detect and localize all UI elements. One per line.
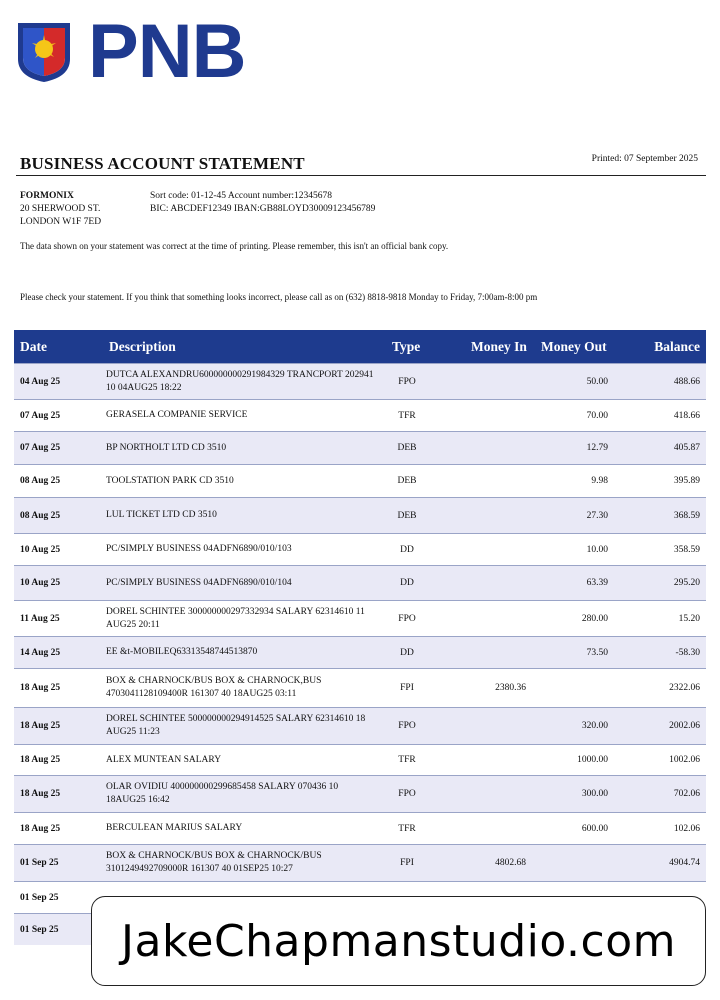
cell-date: 07 Aug 25: [20, 410, 61, 421]
cell-type: DD: [400, 647, 414, 658]
cell-description: TOOLSTATION PARK CD 3510: [106, 475, 234, 486]
cell-money-out: 1000.00: [577, 755, 608, 765]
cell-type: FPI: [400, 858, 414, 868]
table-row: [14, 744, 706, 775]
cell-balance: 15.20: [678, 613, 700, 624]
cell-balance: 368.59: [673, 510, 700, 521]
account-line1: Sort code: 01-12-45 Account number:12345678: [150, 191, 333, 201]
cell-money-out: 280.00: [581, 613, 608, 624]
cell-balance: 358.59: [673, 544, 700, 555]
cell-type: DEB: [397, 443, 417, 453]
notice-text: The data shown on your statement was correct at the time of printing. Please remember, this isn't an official bank copy.: [20, 241, 449, 251]
cell-money-in: [454, 432, 526, 464]
cell-date: 18 Aug 25: [20, 789, 61, 799]
title-divider: [16, 175, 706, 176]
cell-type: TFR: [398, 823, 416, 834]
cell-type: DEB: [397, 476, 417, 486]
cell-money-in: [454, 566, 526, 600]
company-name: FORMONIX: [20, 191, 74, 201]
cell-date: 08 Aug 25: [20, 510, 61, 521]
cell-balance: 702.06: [673, 789, 700, 799]
column-header-money-out: Money Out: [541, 339, 607, 354]
cell-money-out: 63.39: [586, 578, 608, 588]
account-details: [150, 190, 375, 216]
table-row: [14, 565, 706, 600]
company-address-line1: 20 SHERWOOD ST.: [20, 204, 101, 214]
cell-date: 10 Aug 25: [20, 578, 61, 588]
cell-money-in: [454, 534, 526, 565]
cell-date: 11 Aug 25: [20, 613, 60, 624]
table-row: [14, 775, 706, 812]
account-line2: BIC: ABCDEF12349 IBAN:GB88LOYD30009123456789: [150, 204, 376, 214]
printed-date: Printed: 07 September 2025: [591, 154, 698, 164]
cell-description: LUL TICKET LTD CD 3510: [106, 510, 217, 520]
cell-money-in: [454, 776, 526, 812]
table-row: [14, 533, 706, 565]
cell-type: FPO: [398, 789, 416, 799]
cell-money-in: [454, 364, 526, 399]
watermark: JakeChapmanstudio.com: [91, 896, 706, 986]
cell-type: TFR: [398, 410, 416, 421]
cell-balance: 2002.06: [669, 721, 700, 731]
cell-money-out: 10.00: [586, 544, 608, 555]
page-title: BUSINESS ACCOUNT STATEMENT: [20, 154, 305, 173]
cell-date: 01 Sep 25: [20, 924, 59, 935]
cell-money-in: [454, 708, 526, 744]
cell-type: TFR: [398, 755, 416, 765]
column-header-money-in: Money In: [471, 339, 527, 354]
table-row: [14, 636, 706, 668]
cell-description: GERASELA COMPANIE SERVICE: [106, 410, 248, 420]
table-row: [14, 707, 706, 744]
cell-balance: 2322.06: [669, 683, 700, 693]
cell-description: OLAR OVIDIU 400000000299685458 SALARY 070436 10 18AUG25 16:42: [106, 782, 339, 805]
cell-date: 14 Aug 25: [20, 647, 61, 658]
cell-money-out: 600.00: [581, 823, 608, 834]
brand-name: PNB: [88, 9, 246, 94]
cell-money-out: 300.00: [581, 789, 608, 799]
column-header-balance: Balance: [654, 339, 700, 354]
cell-type: FPI: [400, 683, 414, 693]
cell-description: EE &t-MOBILEQ63313548744513870: [106, 647, 258, 657]
table-row: [14, 399, 706, 431]
cell-money-out: [536, 845, 608, 881]
cell-money-out: 50.00: [586, 376, 608, 387]
cell-money-in: 2380.36: [495, 683, 526, 693]
cell-date: 04 Aug 25: [20, 376, 61, 387]
transactions-table: [14, 330, 706, 945]
cell-type: FPO: [398, 376, 416, 387]
table-row: [14, 497, 706, 533]
cell-money-out: 320.00: [581, 721, 608, 731]
cell-description: BOX & CHARNOCK/BUS BOX & CHARNOCK/BUS 3101249492709000R 161307 40 01SEP25 10:27: [106, 851, 322, 874]
cell-money-in: 4802.68: [495, 858, 526, 868]
cell-type: DEB: [397, 510, 417, 521]
contact-text: Please check your statement. If you think that something looks incorrect, please call as on (632) 8818-9818 Monday to Friday, 7:00am-8:00 pm: [20, 292, 538, 302]
cell-description: DOREL SCHINTEE 500000000294914525 SALARY 62314610 18 AUG25 11:23: [106, 714, 366, 737]
cell-description: ALEX MUNTEAN SALARY: [106, 754, 222, 765]
bank-logo: [14, 9, 246, 94]
cell-balance: 395.89: [673, 476, 700, 486]
table-row: [14, 464, 706, 497]
cell-money-out: 70.00: [586, 410, 608, 421]
table-row: [14, 668, 706, 707]
cell-money-in: [454, 637, 526, 668]
cell-type: DD: [400, 544, 414, 555]
cell-money-in: [454, 400, 526, 431]
cell-balance: 295.20: [673, 578, 700, 588]
column-header-date: Date: [20, 339, 47, 354]
column-header-description: Description: [109, 339, 176, 354]
cell-date: 10 Aug 25: [20, 544, 61, 555]
cell-money-out: 73.50: [586, 647, 608, 658]
cell-money-in: [454, 813, 526, 844]
cell-description: PC/SIMPLY BUSINESS 04ADFN6890/010/103: [106, 544, 292, 554]
table-row: [14, 431, 706, 464]
column-header-type: Type: [392, 339, 421, 354]
cell-type: FPO: [398, 613, 416, 624]
cell-description: BP NORTHOLT LTD CD 3510: [106, 442, 227, 453]
cell-date: 18 Aug 25: [20, 683, 61, 693]
table-header: [14, 330, 706, 363]
cell-balance: -58.30: [675, 647, 700, 658]
cell-date: 18 Aug 25: [20, 721, 61, 731]
cell-money-out: 12.79: [586, 443, 608, 453]
cell-description: BOX & CHARNOCK/BUS BOX & CHARNOCK,BUS 4703041128109400R 161307 40 18AUG25 03:11: [106, 676, 322, 699]
cell-description: PC/SIMPLY BUSINESS 04ADFN6890/010/104: [106, 577, 292, 588]
cell-type: FPO: [398, 721, 416, 731]
cell-balance: 102.06: [673, 823, 700, 834]
cell-date: 18 Aug 25: [20, 755, 61, 765]
company-block: [20, 190, 101, 229]
cell-money-in: [454, 465, 526, 497]
cell-money-in: [454, 601, 526, 636]
cell-money-out: 27.30: [586, 510, 608, 521]
cell-date: 01 Sep 25: [20, 858, 59, 868]
cell-money-in: [454, 498, 526, 533]
cell-type: DD: [400, 578, 414, 588]
company-address-line2: LONDON W1F 7ED: [20, 217, 102, 227]
cell-description: BERCULEAN MARIUS SALARY: [106, 823, 243, 833]
table-row: [14, 844, 706, 881]
cell-balance: 405.87: [673, 443, 700, 453]
cell-balance: 1002.06: [669, 755, 700, 765]
cell-date: 07 Aug 25: [20, 443, 61, 453]
cell-balance: 4904.74: [669, 858, 700, 868]
table-row: [14, 600, 706, 636]
cell-money-in: [454, 745, 526, 775]
cell-description: DOREL SCHINTEE 300000000297332934 SALARY 62314610 11 AUG25 20:11: [106, 606, 365, 630]
cell-date: 18 Aug 25: [20, 823, 61, 834]
cell-balance: 418.66: [673, 410, 700, 421]
table-body: [14, 363, 706, 945]
table-row: [14, 363, 706, 399]
cell-description: DUTCA ALEXANDRU600000000291984329 TRANCPORT 202941 10 04AUG25 18:22: [106, 369, 374, 393]
cell-date: 08 Aug 25: [20, 476, 61, 486]
pnb-crest-icon: [14, 19, 74, 85]
cell-date: 01 Sep 25: [20, 892, 59, 903]
cell-money-out: 9.98: [591, 476, 608, 486]
cell-balance: 488.66: [673, 376, 700, 387]
table-row: [14, 812, 706, 844]
cell-money-out: [536, 669, 608, 707]
